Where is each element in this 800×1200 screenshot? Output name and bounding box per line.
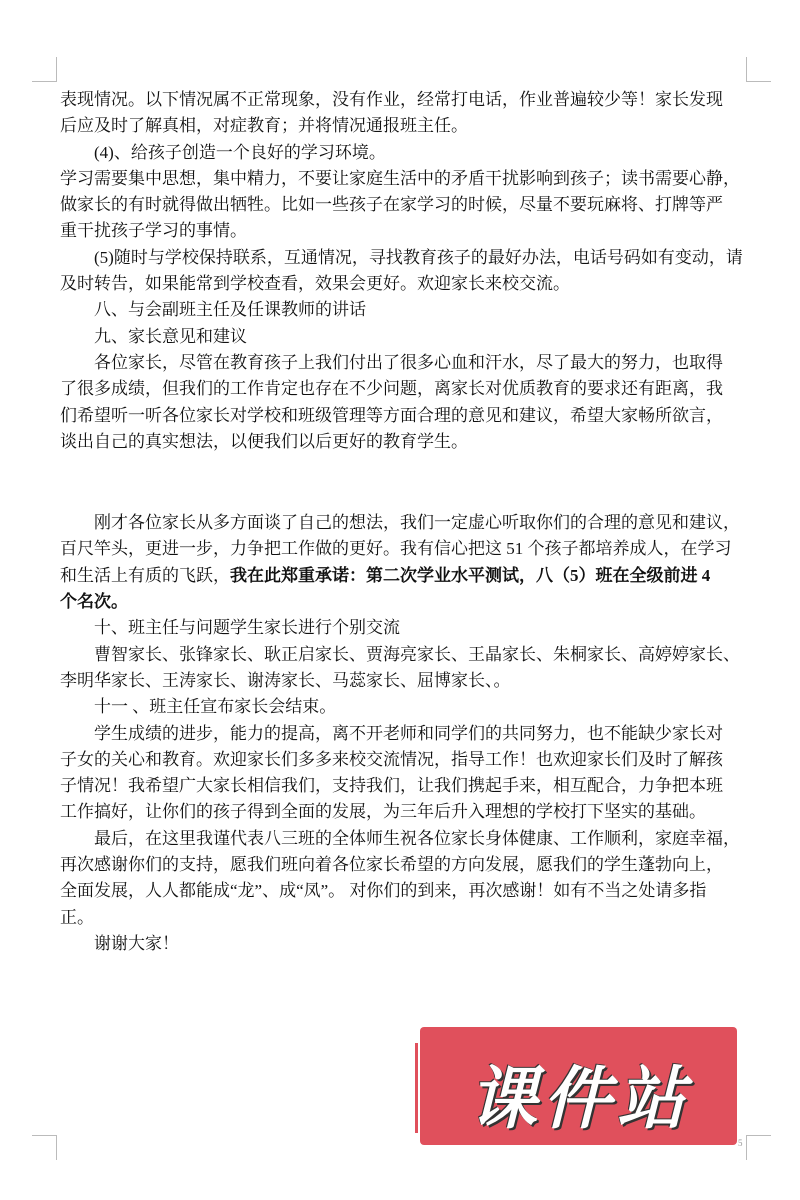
text-line: 后应及时了解真相，对症教育；并将情况通报班主任。 xyxy=(60,116,468,136)
paragraph xyxy=(60,87,760,140)
text-line: 工作搞好，让你们的孩子得到全面的发展，为三年后升入理想的学校打下坚实的基础。 xyxy=(60,802,706,822)
crop-mark-top-left xyxy=(32,57,57,82)
crop-mark-top-right xyxy=(746,57,771,82)
paragraph xyxy=(60,140,760,166)
paragraph xyxy=(60,376,760,455)
paragraph xyxy=(60,642,760,668)
text-line: 重干扰孩子学习的事情。 xyxy=(60,221,247,241)
text-line: 子情况！我希望广大家长相信我们，支持我们，让我们携起手来，相互配合，力争把本班 xyxy=(60,776,723,796)
paragraph xyxy=(60,852,760,931)
commitment-bold: 个名次。 xyxy=(60,592,128,612)
paragraph xyxy=(60,324,760,350)
text-line: 及时转告，如果能常到学校查看，效果会更好。欢迎家长来校交流。 xyxy=(60,274,570,294)
text-line: 最后，在这里我谨代表八三班的全体师生祝各位家长身体健康、工作顺利，家庭幸福， xyxy=(94,828,740,848)
paragraph xyxy=(60,668,760,694)
watermark-text: 课件站 xyxy=(468,1060,691,1139)
text-line: 子女的关心和教育。欢迎家长们多多来校交流情况，指导工作！也欢迎家长们及时了解孩 xyxy=(60,749,723,769)
section-closing xyxy=(60,615,760,957)
paragraph xyxy=(60,826,760,852)
text-line: 八、与会副班主任及任课教师的讲话 xyxy=(94,300,366,320)
text-line: 正。 xyxy=(60,907,94,927)
text-line: 再次感谢你们的支持，愿我们班向着各位家长希望的方向发展，愿我们的学生蓬勃向上， xyxy=(60,855,723,875)
paragraph xyxy=(60,271,760,297)
text-line: 全面发展，人人都能成“龙”、成“凤”。 对你们的到来，再次感谢！如有不当之处请多指 xyxy=(60,881,707,901)
text-normal: 和生活上有质的飞跃， xyxy=(60,565,230,585)
paragraph xyxy=(60,245,760,271)
paragraph xyxy=(60,694,760,720)
text-line: 学生成绩的进步，能力的提高，离不开老师和同学们的共同努力，也不能缺少家长对 xyxy=(94,723,723,743)
text-line: 了很多成绩，但我们的工作肯定也存在不少问题，离家长对优质教育的要求还有距离，我 xyxy=(60,379,723,399)
text-line: 们希望听一听各位家长对学校和班级管理等方面合理的意见和建议，希望大家畅所欲言， xyxy=(60,405,723,425)
text-line: 百尺竿头，更进一步，力争把工作做的更好。我有信心把这 51 个孩子都培养成人，在学习 xyxy=(60,539,732,559)
text-line: 学习需要集中思想，集中精力，不要让家庭生活中的矛盾干扰影响到孩子；读书需要心静， xyxy=(60,168,740,188)
commitment-paragraph xyxy=(60,510,760,615)
text-line: 各位家长，尽管在教育孩子上我们付出了很多心血和汗水，尽了最大的努力，也取得 xyxy=(94,352,723,372)
text-line: 曹智家长、张锋家长、耿正启家长、贾海亮家长、王晶家长、朱桐家长、高婷婷家长、 xyxy=(94,644,740,664)
text-line: 十、班主任与问题学生家长进行个别交流 xyxy=(94,618,400,638)
text-line: 刚才各位家长从多方面谈了自己的想法，我们一定虚心听取你们的合理的意见和建议， xyxy=(94,513,740,533)
blank-space xyxy=(60,455,760,510)
text-line: 李明华家长、王涛家长、谢涛家长、马蕊家长、屈博家长、。 xyxy=(60,670,511,690)
text-line xyxy=(60,563,760,589)
paragraph xyxy=(60,747,760,826)
paragraph xyxy=(60,350,760,376)
commitment-bold: 我在此郑重承诺：第二次学业水平测试，八（5）班在全级前进 4 xyxy=(230,565,711,585)
crop-mark-bottom-left xyxy=(32,1135,57,1160)
text-line: 九、家长意见和建议 xyxy=(94,326,247,346)
page-number: 5 xyxy=(738,1138,743,1148)
document-body xyxy=(60,87,760,957)
text-line: 做家长的有时就得做出牺牲。比如一些孩子在家学习的时候，尽量不要玩麻将、打牌等严 xyxy=(60,195,723,215)
text-line: 谈出自己的真实想法，以便我们以后更好的教育学生。 xyxy=(60,431,468,451)
paragraph xyxy=(60,931,760,957)
text-line: (4)、给孩子创造一个良好的学习环境。 xyxy=(94,142,386,162)
text-line: 表现情况。以下情况属不正常现象，没有作业，经常打电话，作业普遍较少等！家长发现 xyxy=(60,90,723,109)
crop-mark-bottom-right xyxy=(746,1135,771,1160)
paragraph xyxy=(60,721,760,747)
watermark-logo xyxy=(415,1015,745,1155)
paragraph xyxy=(60,297,760,323)
section-suggestions xyxy=(60,87,760,455)
paragraph xyxy=(60,615,760,641)
text-line: 十一 、班主任宣布家长会结束。 xyxy=(94,697,337,717)
paragraph xyxy=(60,166,760,245)
text-line: 谢谢大家！ xyxy=(94,933,179,953)
text-line: (5)随时与学校保持联系，互通情况，寻找教育孩子的最好办法，电话号码如有变动，请 xyxy=(94,247,743,267)
